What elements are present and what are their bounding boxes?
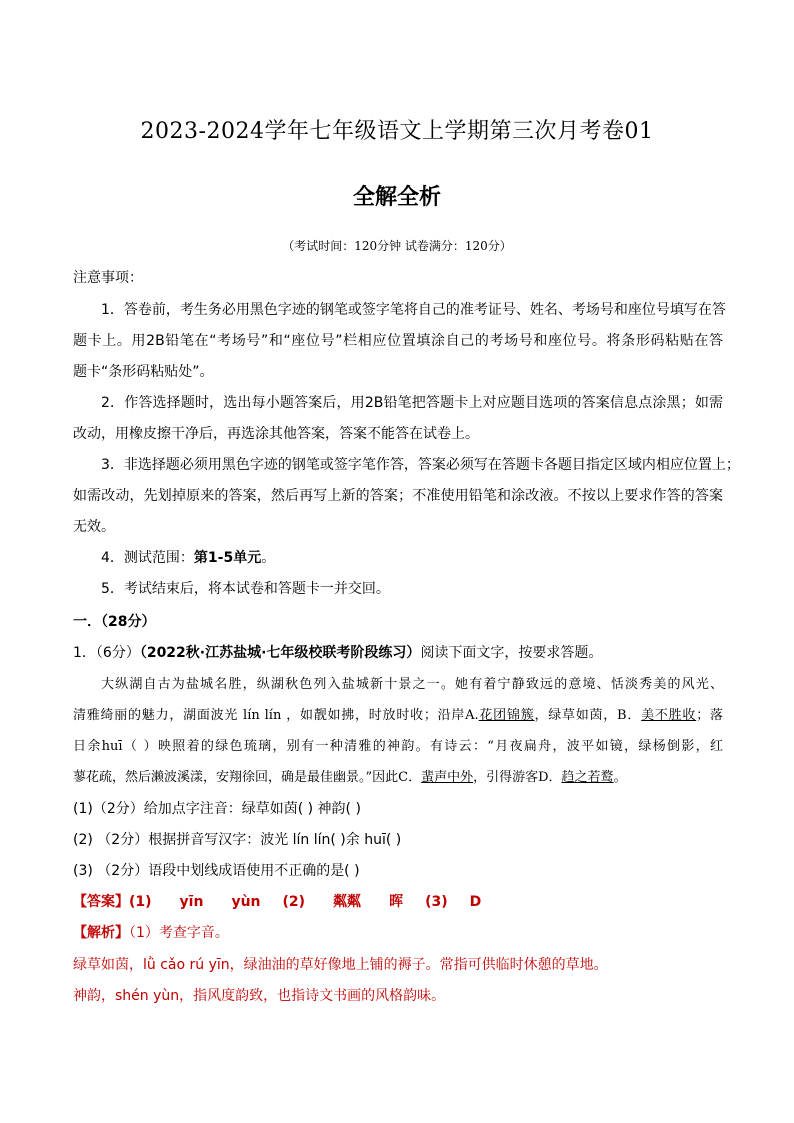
note-1-line-1: 1．答卷前，考生务必用黑色字迹的钢笔或签字笔将自己的准考证号、姓名、考场号和座位号填写在答 [101, 302, 726, 318]
answer-2-hui: 晖 [389, 894, 404, 910]
answer-2-linlin: 粼粼 [333, 894, 362, 910]
idiom-c: 蜚声中外 [421, 770, 474, 785]
idiom-b: 美不胜收 [641, 708, 697, 723]
sub-question-3: (3) （2分）语段中划线成语使用不正确的是( ) [73, 863, 360, 879]
idiom-d: 趋之若鹜 [561, 770, 614, 785]
answer-1-yun: yùn [231, 894, 261, 910]
document-title: 2023-2024学年七年级语文上学期第三次月考卷01 [140, 119, 654, 144]
answer-1-yin: yīn [179, 894, 204, 910]
passage-line-3: 日余huī（ ）映照着的绿色琉璃，别有一种清雅的神韵。有诗云：“月夜扁舟，波平如镜，绿杨倒影，红 [73, 739, 723, 754]
document-subtitle: 全解全析 [352, 185, 441, 210]
analysis-intro: （1）考查字音。 [129, 925, 229, 941]
pinyin-linlin: lín lín [238, 708, 287, 723]
passage-line-1: 大纵湖自古为盐城名胜，纵湖秋色列入盐城新十景之一。她有着宁静致远的意境、恬淡秀美的风光、 [101, 677, 723, 692]
analysis-heading [73, 923, 723, 943]
answer-3-choice: D [469, 894, 482, 910]
note-1-line-3: 题卡“条形码粘贴处”。 [73, 364, 214, 380]
idiom-a: 花团锦簇 [478, 708, 535, 723]
sub-question-2: (2) （2分）根据拼音写汉字：波光 lín lín( )余 huī( ) [73, 832, 402, 848]
note-3-line-3: 无效。 [73, 519, 115, 535]
note-4 [101, 548, 723, 568]
note-3-line-1: 3．非选择题必须用黑色字迹的钢笔或签字笔作答，答案必须写在答题卡各题目指定区域内相应位置上； [101, 457, 740, 473]
question-source: （2022秋·江苏盐城·七年级校联考阶段练习） [139, 645, 421, 661]
note-4-prefix: 4．测试范围： [101, 550, 194, 566]
note-2-line-1: 2．作答选择题时，选出每小题答案后，用2B铅笔把答题卡上对应题目选项的答案信息点涂黑；如需 [101, 395, 723, 411]
analysis-line-1: 绿草如茵，lǜ cǎo rú yīn，绿油油的草好像地上铺的褥子。常指可供临时休憩的草地。 [73, 957, 608, 973]
analysis-line-2: 神韵，shén yùn，指风度韵致，也指诗文书画的风格韵味。 [73, 988, 446, 1004]
note-2-line-2: 改动，用橡皮擦干净后，再选涂其他答案，答案不能答在试卷上。 [73, 426, 479, 442]
section-heading: 一．（28分） [73, 614, 156, 630]
note-4-range: 第1-5单元 [193, 550, 262, 566]
note-4-suffix: 。 [261, 550, 276, 566]
analysis-label: 【解析】 [73, 925, 129, 941]
passage-line-2: 清雅绮丽的魅力，湖面波光 lín lín ，如靓如拂，时放时收；沿岸A.花团锦簇，绿草如茵，B．美不胜收；落 [73, 708, 723, 723]
pinyin-hui: huī [101, 739, 123, 754]
answer-label: 【答案】 [73, 894, 129, 910]
passage-line-4: 蓼花疏，然后濑波溪漾，安翔徐回，确是最佳幽景。”因此C．蜚声中外，引得游客D．趋之若鹜。 [73, 770, 627, 785]
note-5: 5．考试结束后，将本试卷和答题卡一并交回。 [101, 581, 390, 597]
question-number: 1．（6分） [73, 645, 140, 661]
question-stem [73, 643, 723, 663]
note-1-line-2: 题卡上。用2B铅笔在“考场号”和“座位号”栏相应位置填涂自己的考场号和座位号。将条形码粘贴在答 [73, 333, 723, 349]
notes-heading: 注意事项： [73, 270, 143, 286]
question-instruction: 阅读下面文字，按要求答题。 [420, 645, 603, 661]
answer-line: 【答案】(1) yīn yùn (2) 粼粼 晖 (3) D [73, 894, 482, 910]
note-3-line-2: 如需改动，先划掉原来的答案，然后再写上新的答案；不准使用铅笔和涂改液。不按以上要求作答的答案 [73, 488, 723, 504]
exam-info: （考试时间：120分钟 试卷满分：120分） [282, 239, 512, 253]
sub-question-1: (1)（2分）给加点字注音：绿草如茵( ) 神韵( ) [73, 801, 361, 817]
